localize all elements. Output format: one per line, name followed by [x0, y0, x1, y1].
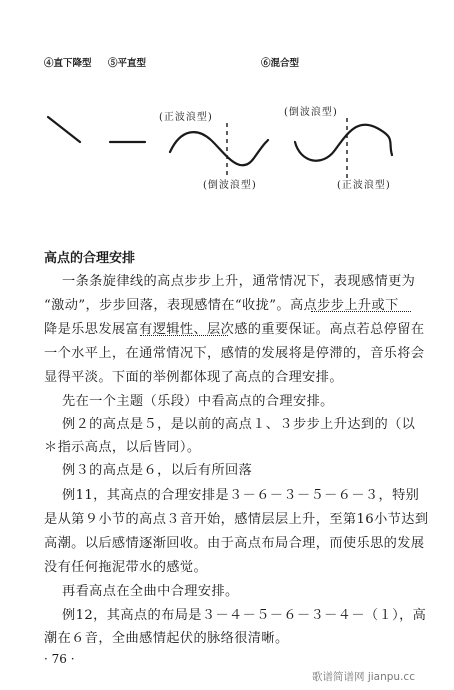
body-line: 再看高点在全曲中合理安排。	[62, 584, 239, 599]
body-line: 例３的高点是６，以后有所回落	[62, 463, 253, 478]
body-line: 是从第９小节的高点３音开始，感情层层上升，至第16小节达到	[44, 512, 429, 527]
body-line: 降是乐思发展富有逻辑性、层次感的重要保证。高点若总停留在	[44, 322, 425, 337]
wave-label-inverted-2: (倒波浪型)	[284, 107, 338, 118]
emphasis-dots	[311, 311, 411, 312]
sine-wave-2	[295, 125, 392, 161]
section-heading: 高点的合理安排	[44, 251, 136, 266]
wave-label-upright-1: (正波浪型)	[159, 112, 213, 123]
wave-label-inverted-1: (倒波浪型)	[203, 180, 257, 191]
emphasis-dots	[140, 335, 228, 336]
body-line: 没有任何拖泥带水的感觉。	[44, 560, 208, 575]
body-line: 显得平淡。下面的举例都体现了高点的合理安排。	[44, 370, 343, 385]
wave-label-upright-2: (正波浪型)	[337, 180, 391, 191]
body-line: ＊指示高点，以后皆同）。	[44, 440, 201, 455]
body-line: 一条条旋律线的高点步步上升，通常情况下，表现感情更为	[62, 274, 416, 289]
figure-caption-flat: ⑤平直型	[108, 58, 147, 69]
body-line: 例11，其高点的合理安排是３－６－３－５－６－３，特别	[62, 488, 420, 503]
body-line: “激动”，步步回落，表现感情在“收拢”。高点步步上升或下	[44, 298, 399, 313]
body-line: 一个水平上，在通常情况下，感情的发展将是停滞的，音乐将会	[44, 346, 425, 361]
body-line: 例12，其高点的布局是３－４－５－６－３－４－（１），高	[62, 608, 427, 623]
watermark: 歌谱简谱网 jianpu.cc	[312, 671, 415, 683]
figure-caption-straight-descending: ④直下降型	[44, 58, 92, 69]
body-line: 例２的高点是５，是以前的高点１、３步步上升达到的（以	[62, 417, 416, 432]
body-line: 潮在６音，全曲感情起伏的脉络很清晰。	[44, 631, 289, 646]
melody-contour-figure	[0, 0, 454, 240]
descending-line	[48, 117, 80, 142]
sine-wave-1	[170, 132, 268, 165]
body-line: 高潮。以后感情逐渐回收。由于高点布局合理，而使乐思的发展	[44, 536, 425, 551]
figure-caption-mixed: ⑥混合型	[261, 58, 300, 69]
body-line: 先在一个主题（乐段）中看高点的合理安排。	[62, 394, 334, 409]
page-number: · 76 ·	[44, 652, 75, 666]
